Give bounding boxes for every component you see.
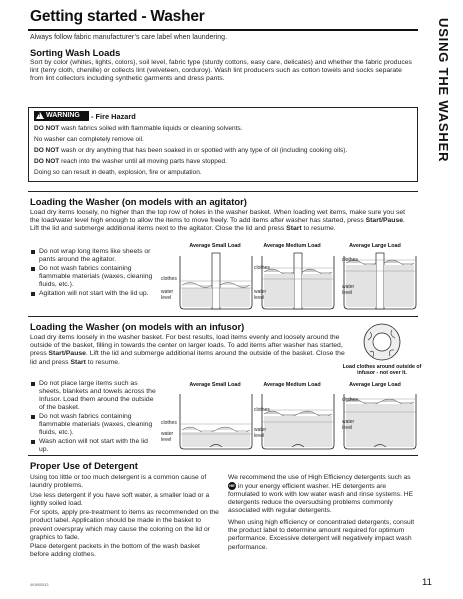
he-icon: HE <box>229 483 235 489</box>
infusor-body-strong: Start/Pause <box>48 350 86 358</box>
detergent-paragraph: Using too little or too much detergent is a common cause of laundry problems. <box>30 474 207 490</box>
infusor-figure-label-medium: Average Medium Load <box>263 382 321 388</box>
warning-line <box>34 169 414 177</box>
agitator-body <box>30 209 415 234</box>
page-number: 11 <box>422 577 432 588</box>
infusor-top-view <box>360 322 404 362</box>
infusor-tub-small <box>180 394 252 449</box>
warning-line-text: wash fabrics soiled with flammable liquids or cleaning solvents. <box>59 125 243 132</box>
agitator-clothes-label-medium: clothes <box>254 265 270 271</box>
list-item: Do not place large items such as sheets, blankets and towels across the Infusor. Load them around the outside of the basket. <box>31 380 159 412</box>
list-item: Wash action will not start with the lid up. <box>31 438 159 454</box>
side-tab-label: USING THE WASHER <box>436 18 451 163</box>
warning-title: - Fire Hazard <box>91 112 136 121</box>
detergent-paragraph <box>228 474 418 515</box>
warning-line <box>34 125 414 133</box>
section-divider <box>28 316 418 317</box>
infusor-body <box>30 334 350 367</box>
infusor-tub-medium <box>262 394 334 449</box>
detergent-he-text: We recommend the use of High Efficiency detergents such as <box>228 474 411 481</box>
section-divider <box>28 455 418 456</box>
warning-badge <box>34 111 89 121</box>
infusor-water-label-medium: water level <box>254 427 267 439</box>
infusor-heading: Loading the Washer (on models with an infusor) <box>30 321 245 332</box>
warning-line-text: wash or dry anything that has been soaked in or spotted with any type of oil (including cooking oils). <box>59 147 348 154</box>
agitator-tub-small <box>180 253 252 309</box>
agitator-water-label-large: water level <box>342 284 355 296</box>
infusor-body-part: . Lift the lid and submerge additional items around the outside of the basket. Close the lid and press <box>30 350 345 366</box>
detergent-right-column <box>228 474 418 553</box>
agitator-body-strong: Start/Pause <box>365 217 404 225</box>
title-divider <box>28 29 418 31</box>
warning-box <box>28 107 418 182</box>
infusor-figure-caption: Load clothes around outside of infusor - not over it. <box>342 364 422 376</box>
warning-badge-label: WARNING <box>46 112 80 119</box>
infusor-bullets <box>31 380 159 455</box>
footer-code: 49-5000113 <box>30 583 49 587</box>
detergent-paragraph: For spots, apply pre-treatment to items as recommended on the product label. Application should be made in the basket to prevent overspray which may cause the coloring on the lid or graphics to fade. <box>30 509 219 541</box>
intro-text: Always follow fabric manufacturer’s care label when laundering. <box>30 34 228 41</box>
infusor-clothes-label-large: clothes <box>342 397 358 403</box>
agitator-body-strong: Start <box>286 225 302 233</box>
warning-line-strong: DO NOT <box>34 125 60 132</box>
infusor-figure-label-small: Average Small Load <box>189 382 241 388</box>
list-item: Do not wash fabrics containing flammable materials (waxes, cleaning fluids, etc.). <box>31 265 159 289</box>
agitator-clothes-label-large: clothes <box>342 257 358 263</box>
side-tab <box>429 18 455 218</box>
detergent-paragraph: When using high efficiency or concentrated detergents, consult the product label to determine amount required for optimum performance. Excessive detergent will negatively impact wash performance. <box>228 519 415 551</box>
agitator-figure-label-medium: Average Medium Load <box>263 243 321 249</box>
agitator-figure-label-small: Average Small Load <box>189 243 241 249</box>
warning-line <box>34 136 414 144</box>
detergent-paragraph: Use less detergent if you have soft water, a smaller load or a lightly soiled load. <box>30 491 210 507</box>
infusor-water-label-small: water level <box>161 431 174 443</box>
agitator-bullets <box>31 248 159 299</box>
agitator-tub-medium <box>262 253 334 309</box>
sorting-heading: Sorting Wash Loads <box>30 47 121 58</box>
agitator-water-label-small: water level <box>161 289 174 301</box>
page-title: Getting started - Washer <box>30 8 205 25</box>
infusor-clothes-label-medium: clothes <box>254 407 270 413</box>
warning-line-strong: DO NOT <box>34 147 60 154</box>
warning-line-strong: DO NOT <box>34 158 60 165</box>
detergent-left-column <box>30 474 220 561</box>
list-item: Agitation will not start with the lid up. <box>31 290 159 298</box>
agitator-body-part: Load dry items loosely, no higher than the top row of holes in the washer basket. When loading wet items, make sure you set the load/water level high enough to allow the items to move freely. To add items after washer has started, press <box>30 209 406 225</box>
warning-line-text: Doing so can result in death, explosion, fire or amputation. <box>34 169 202 176</box>
agitator-figures <box>160 250 420 312</box>
detergent-heading: Proper Use of Detergent <box>30 460 138 471</box>
sorting-body: Sort by color (whites, lights, colors), soil level, fabric type (sturdy cottons, easy care, delicates) and whether the fabric produces lint (terry cloth, chenille) or collects lint (velveteen, corduroy). Wash lint producers such as cotton towels and socks separate from lint collectors including synthetic garments and dress pants. <box>30 59 412 83</box>
agitator-water-label-medium: water level <box>254 289 267 301</box>
agitator-body-part: . Lift the lid and submerge additional items next to the agitator. Close the lid and press <box>30 217 405 233</box>
section-divider <box>28 191 418 192</box>
list-item: Do not wash fabrics containing flammable materials (waxes, cleaning fluids, etc.). <box>31 413 159 437</box>
agitator-heading: Loading the Washer (on models with an agitator) <box>30 196 247 207</box>
infusor-clothes-label-small: clothes <box>161 420 177 426</box>
list-item: Do not wrap long items like sheets or pants around the agitator. <box>31 248 159 264</box>
infusor-body-strong: Start <box>70 358 86 366</box>
warning-line-text: reach into the washer until all moving parts have stopped. <box>59 158 227 165</box>
infusor-body-part: Load dry items loosely in the washer basket. For best results, load items evenly and loosely around the outside of the basket, filling in towards the center on larger loads. To add items after washer has started, press <box>30 334 343 358</box>
infusor-water-label-large: water level <box>342 419 355 431</box>
agitator-figure-label-large: Average Large Load <box>349 243 401 249</box>
detergent-he-text: in your energy efficient washer. HE detergents are formulated to work with low water wash and rinse systems. HE detergents reduce the oversudsing problems commonly associated with regular detergents. <box>228 482 414 515</box>
infusor-figure-label-large: Average Large Load <box>349 382 401 388</box>
warning-line <box>34 158 414 166</box>
warning-line <box>34 147 414 155</box>
infusor-body-part: to resume. <box>85 358 120 366</box>
warning-line-text: No washer can completely remove oil. <box>34 136 144 143</box>
infusor-figures <box>160 390 420 452</box>
detergent-paragraph: Place detergent packets in the bottom of the wash basket before adding clothes. <box>30 543 200 559</box>
warning-triangle-icon <box>36 112 44 119</box>
agitator-body-part: to resume. <box>301 225 336 233</box>
agitator-clothes-label-small: clothes <box>161 276 177 282</box>
